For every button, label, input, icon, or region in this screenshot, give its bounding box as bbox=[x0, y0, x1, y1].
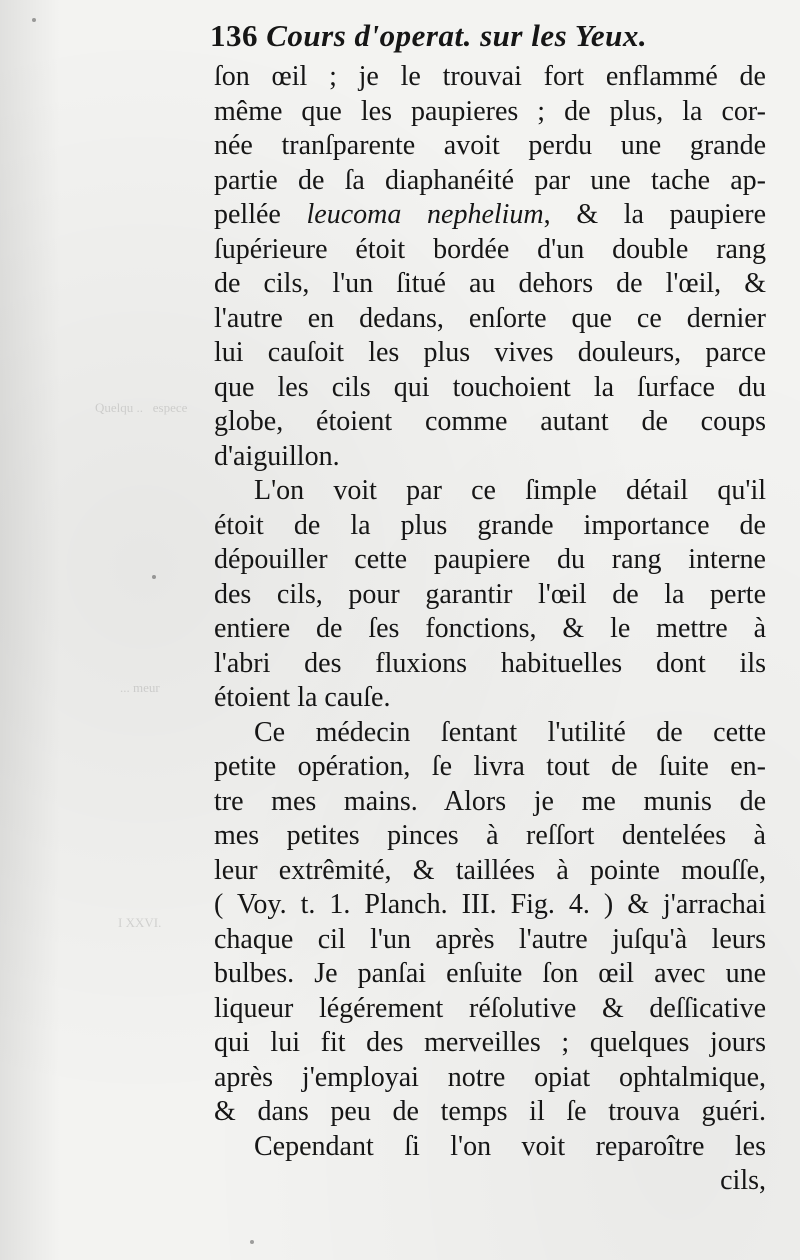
page-gutter-shadow bbox=[0, 0, 60, 1260]
text-line: mes petites pinces à reſſort dentelées à bbox=[214, 820, 766, 851]
text-line: née tranſparente avoit perdu une grande bbox=[214, 130, 766, 161]
body-text bbox=[214, 60, 766, 1199]
text-line bbox=[214, 198, 766, 233]
text-line: même que les paupieres ; de plus, la cor- bbox=[214, 95, 766, 127]
text-line: chaque cil l'un après l'autre juſqu'à leurs bbox=[214, 923, 766, 955]
show-through-text: ... meur bbox=[120, 680, 160, 695]
text-line: de cils, l'un ſitué au dehors de l'œil, & bbox=[214, 268, 766, 299]
text-run: , & la paupiere bbox=[543, 199, 766, 230]
text-line: & dans peu de temps il ſe trouva guéri. bbox=[214, 1096, 766, 1127]
text-line: ( Voy. t. 1. Planch. III. Fig. 4. ) & j'arrachai bbox=[214, 889, 766, 920]
text-line: l'autre en dedans, enſorte que ce dernier bbox=[214, 302, 766, 334]
text-line: Ce médecin ſentant l'utilité de cette bbox=[254, 716, 766, 748]
show-through-text: I XXVI. bbox=[118, 915, 162, 930]
text-line: partie de ſa diaphanéité par une tache ap- bbox=[214, 164, 766, 196]
text-line: leur extrêmité, & taillées à pointe mouſſe, bbox=[214, 854, 766, 886]
text-line: L'on voit par ce ſimple détail qu'il bbox=[254, 475, 766, 506]
page-number: 136 bbox=[210, 18, 258, 53]
catchword: cils, bbox=[720, 1165, 766, 1196]
text-line: étoit de la plus grande importance de bbox=[214, 509, 766, 541]
ink-speck bbox=[32, 18, 36, 22]
text-line: entiere de ſes fonctions, & le mettre à bbox=[214, 613, 766, 644]
ink-speck bbox=[152, 575, 156, 579]
running-title: Cours d'operat. sur les Yeux. bbox=[266, 18, 648, 53]
running-header bbox=[210, 18, 770, 58]
text-line: lui cauſoit les plus vives douleurs, parce bbox=[214, 337, 766, 368]
text-line: étoient la cauſe. bbox=[214, 682, 391, 713]
text-line: petite opération, ſe livra tout de ſuite en- bbox=[214, 751, 766, 782]
text-line: globe, étoient comme autant de coups bbox=[214, 406, 766, 437]
text-line: ſon œil ; je le trouvai fort enflammé de bbox=[214, 61, 766, 92]
text-line: liqueur légérement réſolutive & deſſicative bbox=[214, 992, 766, 1024]
text-line: d'aiguillon. bbox=[214, 440, 340, 472]
text-line: bulbes. Je panſai enſuite ſon œil avec une bbox=[214, 958, 766, 989]
text-line: tre mes mains. Alors je me munis de bbox=[214, 785, 766, 817]
text-line: l'abri des fluxions habituelles dont ils bbox=[214, 647, 766, 679]
text-line: ſupérieure étoit bordée d'un double rang bbox=[214, 233, 766, 265]
text-line: après j'employai notre opiat ophtalmique, bbox=[214, 1061, 766, 1093]
text-line: qui lui fit des merveilles ; quelques jours bbox=[214, 1027, 766, 1058]
italic-term: leucoma nephelium bbox=[306, 199, 544, 230]
text-line: que les cils qui touchoient la ſurface du bbox=[214, 371, 766, 403]
ink-speck bbox=[250, 1240, 254, 1244]
text-line: dépouiller cette paupiere du rang interne bbox=[214, 544, 766, 575]
show-through-text: Quelqu .. espece bbox=[95, 400, 188, 415]
text-line: Cependant ſi l'on voit reparoître les bbox=[254, 1130, 766, 1162]
text-line: des cils, pour garantir l'œil de la perte bbox=[214, 578, 766, 610]
text-run: pellée bbox=[214, 199, 307, 230]
